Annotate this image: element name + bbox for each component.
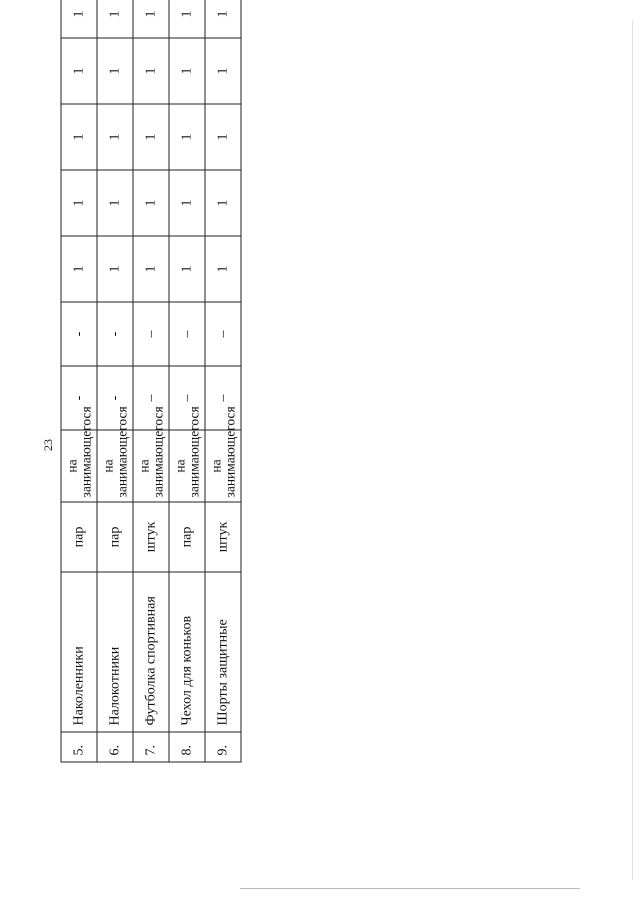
quantity-cell: 1	[169, 38, 205, 104]
quantity-cell: 1	[97, 38, 133, 104]
per-cell: на занимающегося	[97, 430, 133, 502]
page-number: 23	[41, 439, 55, 451]
quantity-cell: –	[169, 366, 205, 430]
quantity-cell: 1	[97, 104, 133, 170]
row-number: 5.	[61, 732, 97, 762]
quantity-cell: 1	[169, 170, 205, 236]
quantity-cell: -	[97, 366, 133, 430]
unit-cell: штук	[133, 502, 169, 572]
unit-cell: пар	[61, 502, 97, 572]
quantity-cell: 1	[205, 104, 241, 170]
scan-edge-line	[632, 20, 633, 880]
unit-cell: пар	[169, 502, 205, 572]
per-cell: на занимающегося	[169, 430, 205, 502]
table-row	[133, 0, 169, 762]
quantity-cell: 1	[61, 104, 97, 170]
item-name: Налокотники	[97, 572, 133, 732]
scan-edge-line	[240, 888, 580, 889]
item-name: Наколенники	[61, 572, 97, 732]
quantity-cell: 1	[169, 104, 205, 170]
table-row	[169, 0, 205, 762]
row-number: 6.	[97, 732, 133, 762]
item-name: Футболка спортивная	[133, 572, 169, 732]
table-body	[61, 0, 241, 762]
quantity-cell: 1	[97, 236, 133, 302]
quantity-cell: -	[61, 302, 97, 366]
quantity-cell: 1	[133, 0, 169, 38]
table-row	[61, 0, 97, 762]
equipment-table-wrapper	[61, 0, 236, 763]
quantity-cell: -	[61, 366, 97, 430]
quantity-cell: –	[205, 366, 241, 430]
quantity-cell: 1	[133, 170, 169, 236]
quantity-cell: 1	[61, 236, 97, 302]
quantity-cell: 1	[205, 236, 241, 302]
quantity-cell: 1	[169, 0, 205, 38]
per-cell: на занимающегося	[61, 430, 97, 502]
item-name: Чехол для коньков	[169, 572, 205, 732]
quantity-cell: 1	[61, 38, 97, 104]
quantity-cell: 1	[133, 104, 169, 170]
quantity-cell: –	[133, 302, 169, 366]
per-cell: на занимающегося	[205, 430, 241, 502]
quantity-cell: 1	[97, 170, 133, 236]
quantity-cell: 1	[169, 236, 205, 302]
quantity-cell: 1	[61, 170, 97, 236]
quantity-cell: -	[97, 302, 133, 366]
table-row	[97, 0, 133, 762]
quantity-cell: 1	[205, 38, 241, 104]
quantity-cell: 1	[205, 0, 241, 38]
row-number: 9.	[205, 732, 241, 762]
equipment-table	[61, 0, 242, 763]
unit-cell: штук	[205, 502, 241, 572]
quantity-cell: –	[133, 366, 169, 430]
quantity-cell: –	[205, 302, 241, 366]
quantity-cell: 1	[61, 0, 97, 38]
unit-cell: пар	[97, 502, 133, 572]
quantity-cell: 1	[133, 236, 169, 302]
table-row	[205, 0, 241, 762]
quantity-cell: 1	[133, 38, 169, 104]
row-number: 8.	[169, 732, 205, 762]
quantity-cell: –	[169, 302, 205, 366]
quantity-cell: 1	[97, 0, 133, 38]
item-name: Шорты защитные	[205, 572, 241, 732]
quantity-cell: 1	[205, 170, 241, 236]
per-cell: на занимающегося	[133, 430, 169, 502]
row-number: 7.	[133, 732, 169, 762]
